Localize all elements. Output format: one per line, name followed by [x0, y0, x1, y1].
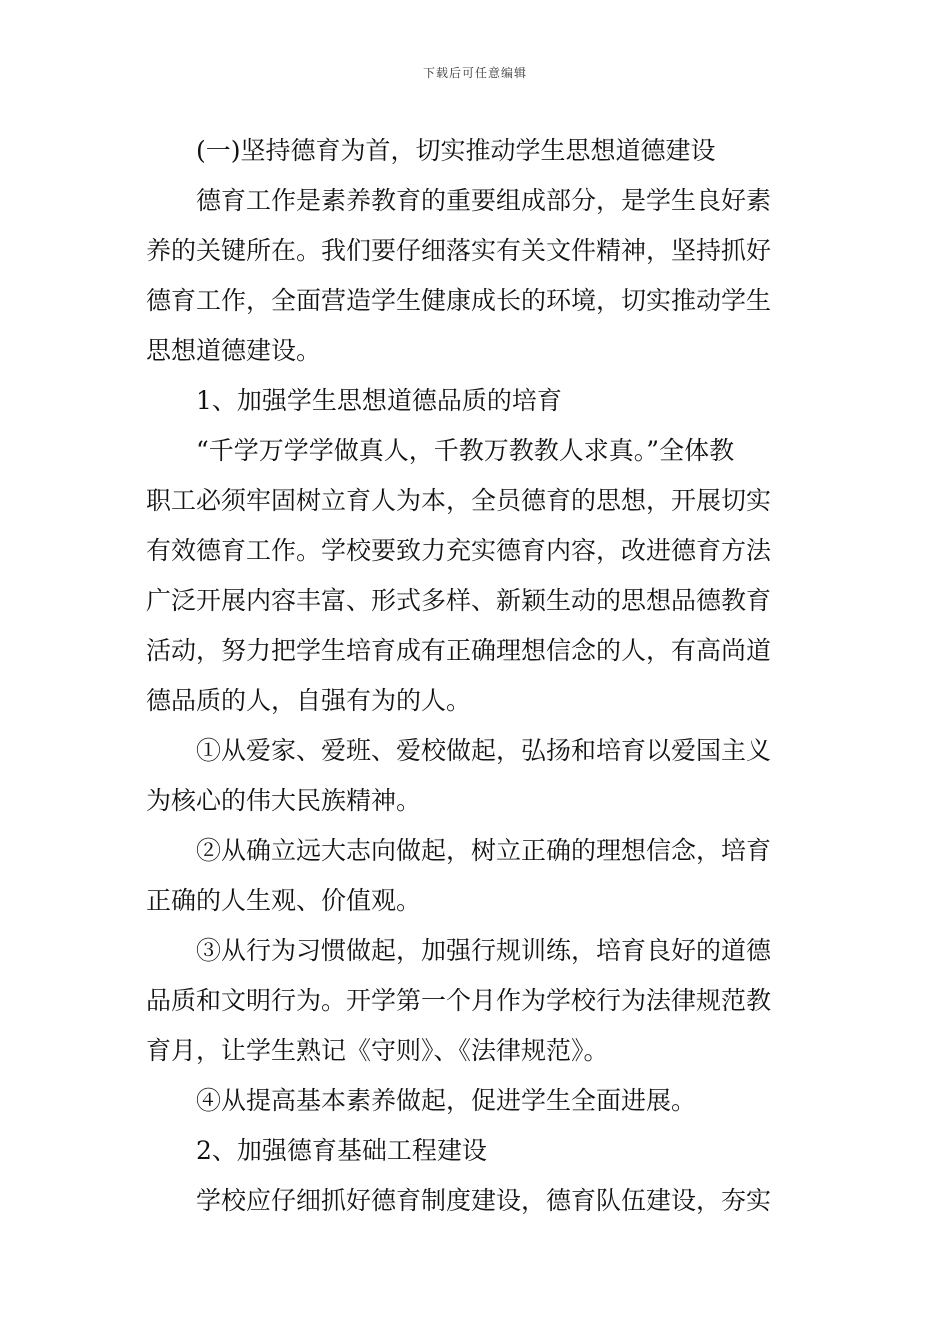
section-heading: (一)坚持德育为首，切实推动学生思想道德建设	[196, 136, 716, 165]
paragraph-line: 职工必须牢固树立育人为本，全员德育的思想，开展切实	[146, 486, 772, 515]
list-item-line: 为核心的伟大民族精神。	[146, 786, 422, 815]
page-header: 下载后可任意编辑	[422, 66, 527, 80]
list-item-line: 正确的人生观、价值观。	[146, 886, 422, 915]
paragraph-line: 广泛开展内容丰富、形式多样、新颖生动的思想品德教育	[146, 586, 772, 615]
subsection-heading: 2、加强德育基础工程建设	[196, 1136, 487, 1165]
paragraph-line: 德育工作是素养教育的重要组成部分，是学生良好素	[196, 186, 772, 215]
paragraph-line: 学校应仔细抓好德育制度建设，德育队伍建设，夯实	[196, 1186, 772, 1215]
list-item-line: ③从行为习惯做起，加强行规训练，培育良好的道德	[196, 936, 772, 965]
paragraph-line: 活动，努力把学生培育成有正确理想信念的人，有高尚道	[146, 636, 772, 665]
paragraph-line: “千学万学学做真人，千教万教教人求真。”全体教	[196, 436, 735, 465]
paragraph-line: 养的关键所在。我们要仔细落实有关文件精神，坚持抓好	[146, 236, 772, 265]
list-item-line: ②从确立远大志向做起，树立正确的理想信念，培育	[196, 836, 772, 865]
list-item-line: 育月，让学生熟记《守则》、《法律规范》。	[146, 1036, 609, 1065]
subsection-heading: 1、加强学生思想道德品质的培育	[196, 386, 562, 415]
paragraph-line: 德品质的人，自强有为的人。	[146, 686, 472, 715]
paragraph-line: 有效德育工作。学校要致力充实德育内容，改进德育方法	[146, 536, 772, 565]
paragraph-line: 思想道德建设。	[146, 336, 322, 365]
list-item-line: ④从提高基本素养做起，促进学生全面进展。	[196, 1086, 697, 1115]
paragraph-line: 德育工作，全面营造学生健康成长的环境，切实推动学生	[146, 286, 772, 315]
list-item-line: ①从爱家、爱班、爱校做起，弘扬和培育以爱国主义	[196, 736, 772, 765]
document-body	[146, 126, 810, 1226]
list-item-line: 品质和文明行为。开学第一个月作为学校行为法律规范教	[146, 986, 772, 1015]
